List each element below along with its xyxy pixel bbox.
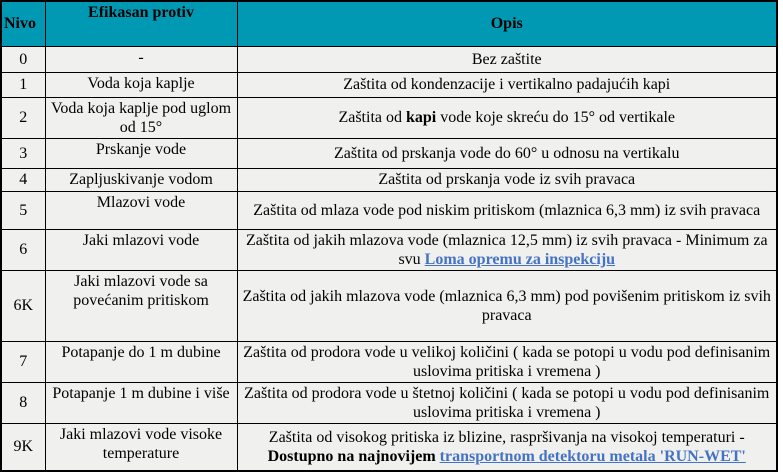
description-cell: [237, 229, 777, 270]
description-link[interactable]: Loma opremu za inspekciju: [424, 250, 616, 268]
effective-against-cell: Voda koja kaplje pod uglom od 15°: [45, 97, 237, 138]
description-text: Bez zaštite: [471, 50, 542, 68]
header-effective-against: Efikasan protiv: [45, 1, 237, 46]
effective-against-cell: Jaki mlazovi vode visoke temperature: [45, 423, 237, 471]
description-text: Zaštita od visokog pritiska iz blizine, raspršivanja na visokoj temperaturi -: [268, 428, 745, 446]
description-cell: [237, 138, 777, 168]
table-row: [1, 382, 777, 423]
header-description: Opis: [237, 1, 777, 46]
effective-against-cell: Potapanje 1 m dubine i više: [45, 382, 237, 423]
description-cell: [237, 46, 777, 72]
table-row: [1, 229, 777, 270]
description-text: Zaštita od: [338, 109, 406, 126]
level-cell: 3: [1, 138, 45, 168]
level-cell: 7: [1, 341, 45, 382]
description-cell: [237, 72, 777, 97]
effective-against-cell: Potapanje do 1 m dubine: [45, 341, 237, 382]
level-cell: 2: [1, 97, 45, 138]
description-cell: [237, 341, 777, 382]
description-text: Zaštita od prodora vode u štetnoj količini ( kada se potopi u vodu pod definisanim uslovima pritiska i vremena ): [244, 384, 770, 421]
table-row: [1, 270, 777, 341]
description-text: Zaštita od prskanja vode do 60° u odnosu na vertikalu: [334, 144, 680, 162]
level-cell: 6: [1, 229, 45, 270]
table-row: [1, 46, 777, 72]
description-cell: [237, 191, 777, 229]
level-cell: 8: [1, 382, 45, 423]
table-header-row: [1, 1, 777, 46]
description-text: Zaštita od jakih mlazova vode (mlaznica 6,3 mm) pod povišenim pritiskom iz svih pravaca: [242, 287, 771, 324]
effective-against-cell: Zapljuskivanje vodom: [45, 168, 237, 191]
effective-against-cell: Jaki mlazovi vode sa povećanim pritiskom: [45, 270, 237, 341]
description-bold-text: Dostupno na najnovijem: [267, 447, 440, 465]
description-text: Zaštita od prskanja vode iz svih pravaca: [378, 171, 636, 188]
description-cell: [237, 382, 777, 423]
description-cell: [237, 168, 777, 191]
description-text: Zaštita od mlaza vode pod niskim pritiskom (mlaznica 6,3 mm) iz svih pravaca: [253, 201, 761, 219]
level-cell: 4: [1, 168, 45, 191]
level-cell: 6K: [1, 270, 45, 341]
description-text: vode koje skreću do 15° od vertikale: [436, 109, 676, 126]
effective-against-cell: -: [45, 46, 237, 72]
description-text: Zaštita od kondenzacije i vertikalno padajućih kapi: [343, 76, 671, 93]
table-row: [1, 138, 777, 168]
table-row: [1, 97, 777, 138]
description-cell: [237, 270, 777, 341]
effective-against-cell: Prskanje vode: [45, 138, 237, 168]
level-cell: 9K: [1, 423, 45, 471]
table-row: [1, 168, 777, 191]
description-text: Zaštita od prodora vode u velikoj količini ( kada se potopi u vodu pod definisanim uslovima pritiska i vremena ): [243, 343, 771, 380]
description-text: Zaštita od jakih mlazova vode (mlaznica 12,5 mm) iz svih pravaca - Minimum za svu: [245, 231, 768, 268]
effective-against-cell: Voda koja kaplje: [45, 72, 237, 97]
description-link[interactable]: transportnom detektoru metala 'RUN-WET': [439, 447, 746, 465]
table-row: [1, 423, 777, 471]
table-row: [1, 341, 777, 382]
effective-against-cell: Jaki mlazovi vode: [45, 229, 237, 270]
table-row: [1, 191, 777, 229]
level-cell: 0: [1, 46, 45, 72]
description-bold-text: kapi: [406, 109, 437, 126]
level-cell: 1: [1, 72, 45, 97]
effective-against-cell: Mlazovi vode: [45, 191, 237, 229]
header-level: Nivo: [1, 1, 45, 46]
description-cell: [237, 423, 777, 471]
table-row: [1, 72, 777, 97]
level-cell: 5: [1, 191, 45, 229]
description-cell: [237, 97, 777, 138]
